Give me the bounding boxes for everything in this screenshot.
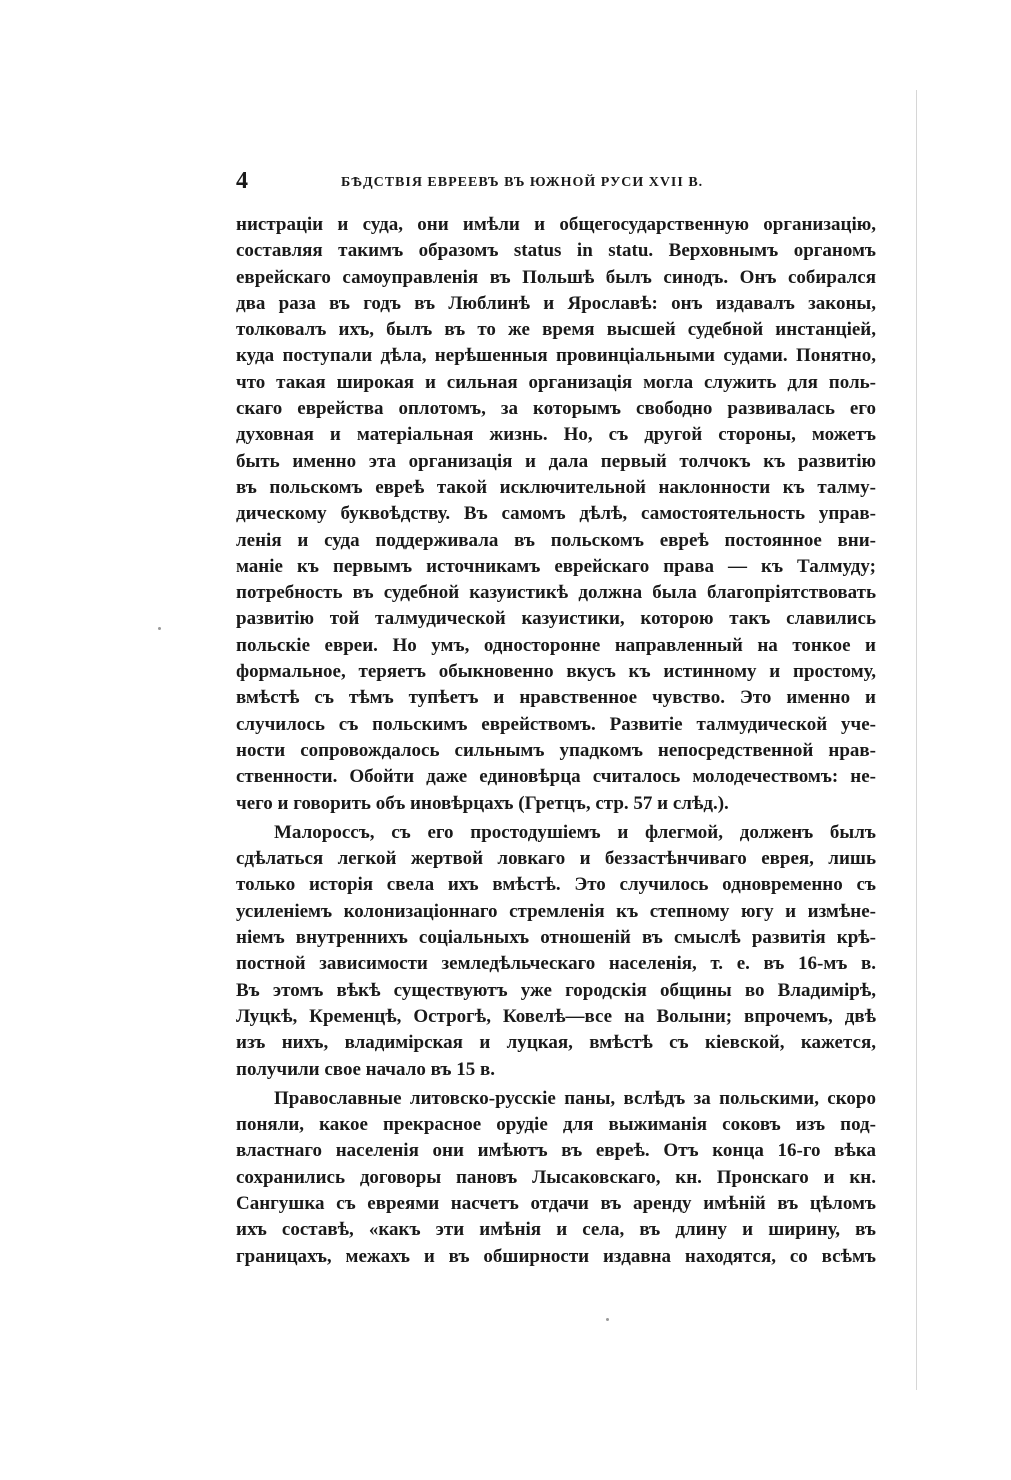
text-line: усиленіемъ колонизаціоннаго стремленія къ степному югу и измѣне- bbox=[236, 900, 876, 922]
text-line: еврейскаго самоуправленія въ Польшѣ былъ синодъ. Онъ собирался bbox=[236, 266, 876, 288]
text-line: Православные литовско-русскіе паны, вслѣдъ за польскими, скоро bbox=[274, 1087, 876, 1109]
text-line: Луцкѣ, Кременцѣ, Острогѣ, Ковелѣ—все на Волыни; впрочемъ, двѣ bbox=[236, 1005, 876, 1027]
text-line: изъ нихъ, владимірская и луцкая, вмѣстѣ съ кіевской, кажется, bbox=[236, 1032, 876, 1054]
paragraph bbox=[236, 1086, 876, 1270]
text-line: ности сопровождалось сильнымъ упадкомъ непосредственной нрав- bbox=[236, 739, 876, 761]
text-line: ственности. Обойти даже единовѣрца считалось молодечествомъ: не- bbox=[236, 766, 876, 788]
text-line: Въ этомъ вѣкѣ существуютъ уже городскія общины во Владимірѣ, bbox=[236, 979, 876, 1001]
text-line: ніемъ внутреннихъ соціальныхъ отношеній въ смыслѣ развитія крѣ- bbox=[236, 927, 876, 949]
text-line: чего и говорить объ иновѣрцахъ (Гретцъ, стр. 57 и слѣд.). bbox=[236, 792, 729, 814]
text-line: развитію той талмудической казуистики, которою такъ славились bbox=[236, 608, 876, 630]
text-line: Малороссъ, съ его простодушіемъ и флегмой, долженъ былъ bbox=[274, 821, 876, 843]
text-line: куда поступали дѣла, нерѣшенныя провинціальными судами. Понятно, bbox=[236, 345, 876, 367]
text-line: властнаго населенія они имѣютъ въ евреѣ. Отъ конца 16-го вѣка bbox=[236, 1140, 876, 1162]
text-line: Сангушка съ евреями насчетъ отдачи въ аренду имѣній въ цѣломъ bbox=[236, 1192, 876, 1214]
text-line: скаго еврейства оплотомъ, за которымъ свободно развивалась его bbox=[236, 398, 876, 420]
text-line: потребность въ судебной казуистикѣ должна была благопріятствовать bbox=[236, 582, 876, 604]
text-line: сохранились договоры пановъ Лысаковскаго, кн. Пронскаго и кн. bbox=[236, 1166, 876, 1188]
paragraph bbox=[236, 212, 876, 817]
text-line: поняли, какое прекрасное орудіе для выжиманія соковъ изъ под- bbox=[236, 1114, 876, 1136]
text-line: постной зависимости земледѣльческаго населенія, т. е. въ 16-мъ в. bbox=[236, 953, 876, 975]
text-line: два раза въ годъ въ Люблинѣ и Ярославѣ: онъ издавалъ законы, bbox=[236, 292, 876, 314]
body-text bbox=[236, 212, 876, 1270]
text-line: сдѣлаться легкой жертвой ловкаго и беззастѣнчиваго еврея, лишь bbox=[236, 848, 876, 870]
running-title: БѢДСТВІЯ ЕВРЕЕВЪ ВЪ ЮЖНОЙ РУСИ XVII В. bbox=[341, 175, 704, 190]
page-header bbox=[236, 168, 896, 194]
text-line: только исторія свела ихъ вмѣстѣ. Это случилось одновременно съ bbox=[236, 874, 876, 896]
page-number: 4 bbox=[236, 168, 248, 194]
text-line: вмѣстѣ съ тѣмъ тупѣетъ и нравственное чувство. Это именно и bbox=[236, 687, 876, 709]
text-line: что такая широкая и сильная организація могла служить для поль- bbox=[236, 371, 876, 393]
paragraph bbox=[236, 820, 876, 1083]
text-line: толковалъ ихъ, былъ въ то же время высшей судебной инстанціей, bbox=[236, 319, 876, 341]
text-line: ихъ составѣ, «какъ эти имѣнія и села, въ длину и ширину, въ bbox=[236, 1219, 876, 1241]
text-line: случилось съ польскимъ еврействомъ. Развитіе талмудической уче- bbox=[236, 713, 876, 735]
page-edge-line bbox=[916, 90, 917, 1390]
scan-speck bbox=[606, 1318, 609, 1321]
text-line: формальное, теряетъ обыкновенно вкусъ къ истинному и простому, bbox=[236, 661, 876, 683]
text-line: польскіе евреи. Но умъ, односторонне направленный на тонкое и bbox=[236, 634, 876, 656]
scan-speck bbox=[158, 627, 161, 630]
text-line: нистраціи и суда, они имѣли и общегосударственную организацію, bbox=[236, 214, 876, 235]
text-line: составляя такимъ образомъ status in statu. Верховнымъ органомъ bbox=[236, 240, 876, 262]
text-line: получили свое начало въ 15 в. bbox=[236, 1058, 495, 1080]
text-line: духовная и матеріальная жизнь. Но, съ другой стороны, можетъ bbox=[236, 424, 876, 446]
text-line: маніе къ первымъ источникамъ еврейскаго права — къ Талмуду; bbox=[236, 555, 876, 577]
text-line: ленія и суда поддерживала въ польскомъ евреѣ постоянное вни- bbox=[236, 529, 876, 551]
text-line: границахъ, межахъ и въ обширности издавна находятся, со всѣмъ bbox=[236, 1245, 876, 1267]
text-line: дическому буквоѣдству. Въ самомъ дѣлѣ, самостоятельность управ- bbox=[236, 503, 876, 525]
text-line: быть именно эта организація и дала первый толчокъ къ развитію bbox=[236, 450, 876, 472]
text-line: въ польскомъ евреѣ такой исключительной наклонности къ талму- bbox=[236, 476, 876, 498]
